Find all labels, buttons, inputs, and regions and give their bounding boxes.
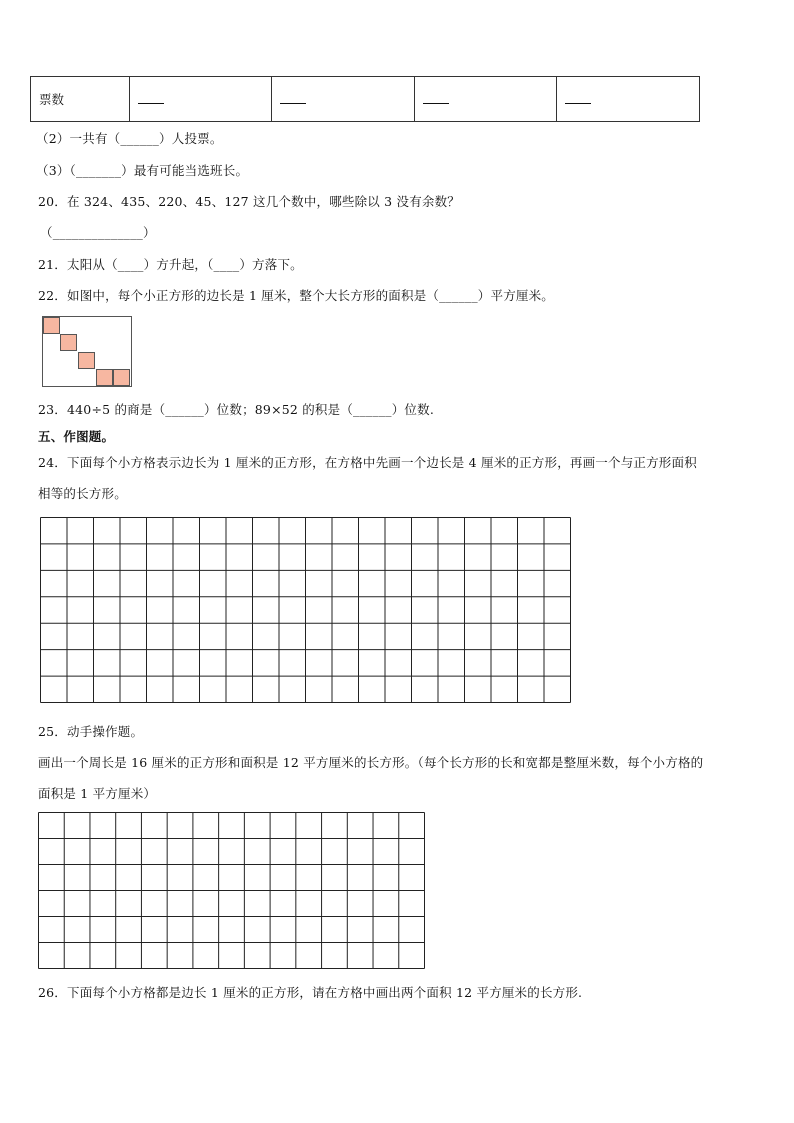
question-24-grid[interactable]	[40, 517, 571, 703]
question-25-line-1: 画出一个周长是 16 厘米的正方形和面积是 12 平方厘米的长方形。（每个长方形的长和宽都是整厘米数，每个小方格的	[38, 755, 704, 770]
answer-blank-1[interactable]	[130, 77, 272, 122]
answer-blank-3[interactable]	[415, 77, 557, 122]
section-heading: 五、作图题。	[38, 429, 115, 444]
shaded-square	[78, 352, 95, 369]
shaded-square	[60, 334, 77, 351]
question-20: 20．在 324、435、220、45、127 这几个数中，哪些除以 3 没有余数？	[38, 194, 460, 209]
question-21: 21．太阳从（____）方升起，（____）方落下。	[38, 257, 303, 272]
vote-table	[30, 76, 700, 122]
question-25-grid[interactable]	[38, 812, 425, 969]
shaded-square	[96, 369, 113, 386]
question-19-2: （2）一共有（______）人投票。	[36, 131, 223, 146]
question-23: 23．440÷5 的商是（______）位数；89×52 的积是（______）位数.	[38, 402, 434, 417]
answer-blank-4[interactable]	[557, 77, 700, 122]
answer-blank-2[interactable]	[272, 77, 415, 122]
question-26: 26．下面每个小方格都是边长 1 厘米的正方形，请在方格中画出两个面积 12 平方厘米的长方形.	[38, 985, 583, 1000]
shaded-square	[113, 369, 130, 386]
question-24-line-1: 24．下面每个小方格表示边长为 1 厘米的正方形，在方格中先画一个边长是 4 厘米的正方形，再画一个与正方形面积	[38, 455, 697, 470]
question-20-answer[interactable]: （______________）	[40, 225, 156, 240]
question-19-3: （3）（_______）最有可能当选班长。	[36, 163, 249, 178]
question-24-line-2: 相等的长方形。	[38, 486, 127, 501]
question-22-figure	[42, 316, 132, 387]
table-row	[31, 77, 700, 122]
table-row-label: 票数	[31, 77, 130, 122]
shaded-square	[43, 317, 60, 334]
question-25: 25．动手操作题。	[38, 724, 144, 739]
question-25-line-2: 面积是 1 平方厘米）	[38, 786, 157, 801]
question-22: 22．如图中，每个小正方形的边长是 1 厘米，整个大长方形的面积是（______）平方厘米。	[38, 288, 555, 303]
